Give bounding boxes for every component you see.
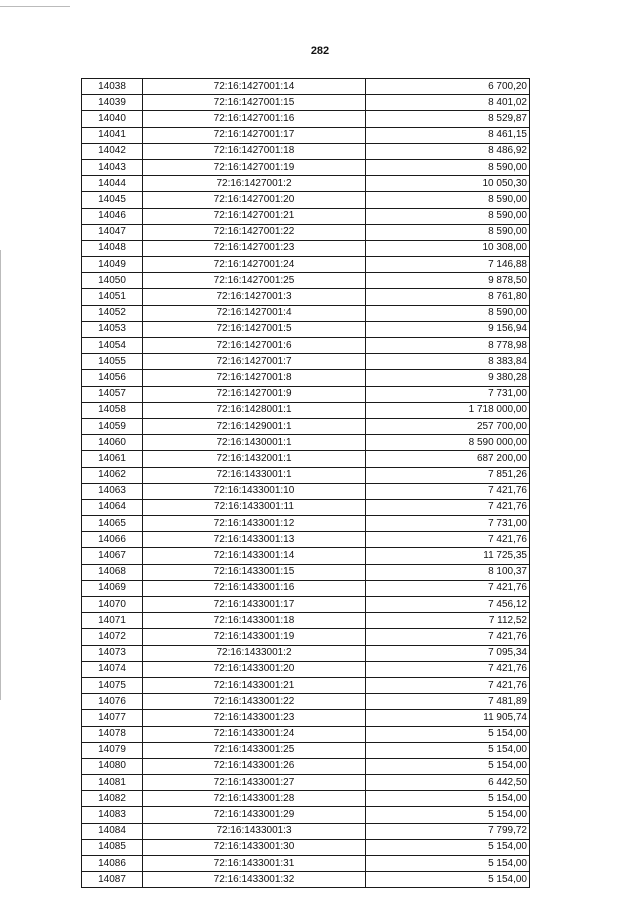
- row-number-cell: 14061: [82, 451, 143, 467]
- row-number-cell: 14039: [82, 95, 143, 111]
- cadastral-value-cell: 9 878,50: [366, 273, 530, 289]
- cadastral-value-cell: 8 100,37: [366, 564, 530, 580]
- table-row: [82, 79, 530, 95]
- cadastral-value-cell: 8 761,80: [366, 289, 530, 305]
- table-row: [82, 208, 530, 224]
- table-row: [82, 418, 530, 434]
- cadastral-value-cell: 8 590,00: [366, 192, 530, 208]
- table-row: [82, 435, 530, 451]
- cadastral-value-cell: 11 725,35: [366, 548, 530, 564]
- row-number-cell: 14058: [82, 402, 143, 418]
- table-row: [82, 224, 530, 240]
- cadastral-value-cell: 8 590 000,00: [366, 435, 530, 451]
- table-row: [82, 338, 530, 354]
- table-row: [82, 710, 530, 726]
- cadastral-value-cell: 7 421,76: [366, 532, 530, 548]
- row-number-cell: 14064: [82, 499, 143, 515]
- table-row: [82, 775, 530, 791]
- table-row: [82, 629, 530, 645]
- row-number-cell: 14052: [82, 305, 143, 321]
- row-number-cell: 14048: [82, 240, 143, 256]
- row-number-cell: 14044: [82, 176, 143, 192]
- table-row: [82, 872, 530, 888]
- row-number-cell: 14043: [82, 159, 143, 175]
- row-number-cell: 14038: [82, 79, 143, 95]
- row-number-cell: 14084: [82, 823, 143, 839]
- cadastral-number-cell: 72:16:1433001:3: [143, 823, 366, 839]
- cadastral-value-cell: 8 401,02: [366, 95, 530, 111]
- cadastral-number-cell: 72:16:1427001:25: [143, 273, 366, 289]
- table-row: [82, 386, 530, 402]
- table-row: [82, 548, 530, 564]
- row-number-cell: 14079: [82, 742, 143, 758]
- row-number-cell: 14057: [82, 386, 143, 402]
- cadastral-number-cell: 72:16:1427001:14: [143, 79, 366, 95]
- cadastral-value-cell: 7 421,76: [366, 499, 530, 515]
- cadastral-value-cell: 8 590,00: [366, 224, 530, 240]
- table-row: [82, 257, 530, 273]
- row-number-cell: 14067: [82, 548, 143, 564]
- cadastral-value-cell: 10 050,30: [366, 176, 530, 192]
- row-number-cell: 14054: [82, 338, 143, 354]
- cadastral-number-cell: 72:16:1427001:18: [143, 143, 366, 159]
- row-number-cell: 14070: [82, 597, 143, 613]
- cadastral-number-cell: 72:16:1427001:17: [143, 127, 366, 143]
- row-number-cell: 14065: [82, 516, 143, 532]
- cadastral-value-cell: 7 421,76: [366, 483, 530, 499]
- cadastral-value-cell: 7 421,76: [366, 677, 530, 693]
- row-number-cell: 14086: [82, 856, 143, 872]
- cadastral-value-cell: 7 851,26: [366, 467, 530, 483]
- cadastral-value-cell: 7 146,88: [366, 257, 530, 273]
- table-row: [82, 856, 530, 872]
- row-number-cell: 14082: [82, 791, 143, 807]
- row-number-cell: 14051: [82, 289, 143, 305]
- cadastral-value-cell: 7 731,00: [366, 516, 530, 532]
- table-row: [82, 677, 530, 693]
- cadastral-number-cell: 72:16:1427001:19: [143, 159, 366, 175]
- cadastral-number-cell: 72:16:1433001:12: [143, 516, 366, 532]
- row-number-cell: 14049: [82, 257, 143, 273]
- cadastral-number-cell: 72:16:1433001:24: [143, 726, 366, 742]
- cadastral-number-cell: 72:16:1429001:1: [143, 418, 366, 434]
- cadastral-number-cell: 72:16:1433001:26: [143, 758, 366, 774]
- scan-edge-left: [0, 250, 1, 700]
- row-number-cell: 14045: [82, 192, 143, 208]
- scan-edge-top: [0, 6, 70, 7]
- row-number-cell: 14060: [82, 435, 143, 451]
- cadastral-number-cell: 72:16:1433001:14: [143, 548, 366, 564]
- cadastral-value-cell: 687 200,00: [366, 451, 530, 467]
- cadastral-number-cell: 72:16:1430001:1: [143, 435, 366, 451]
- cadastral-number-cell: 72:16:1428001:1: [143, 402, 366, 418]
- table-row: [82, 467, 530, 483]
- cadastral-number-cell: 72:16:1433001:29: [143, 807, 366, 823]
- cadastral-number-cell: 72:16:1427001:23: [143, 240, 366, 256]
- cadastral-number-cell: 72:16:1433001:2: [143, 645, 366, 661]
- cadastral-number-cell: 72:16:1427001:15: [143, 95, 366, 111]
- cadastral-number-cell: 72:16:1432001:1: [143, 451, 366, 467]
- cadastral-value-cell: 5 154,00: [366, 791, 530, 807]
- cadastral-value-cell: 5 154,00: [366, 872, 530, 888]
- cadastral-value-cell: 5 154,00: [366, 856, 530, 872]
- cadastral-value-cell: 9 380,28: [366, 370, 530, 386]
- table-row: [82, 597, 530, 613]
- cadastral-number-cell: 72:16:1433001:20: [143, 661, 366, 677]
- row-number-cell: 14050: [82, 273, 143, 289]
- cadastral-number-cell: 72:16:1433001:18: [143, 613, 366, 629]
- table-row: [82, 613, 530, 629]
- table-row: [82, 159, 530, 175]
- table-row: [82, 143, 530, 159]
- row-number-cell: 14041: [82, 127, 143, 143]
- table-row: [82, 499, 530, 515]
- cadastral-value-table: [81, 78, 530, 888]
- cadastral-value-cell: 6 442,50: [366, 775, 530, 791]
- row-number-cell: 14075: [82, 677, 143, 693]
- row-number-cell: 14077: [82, 710, 143, 726]
- table-row: [82, 95, 530, 111]
- table-row: [82, 742, 530, 758]
- cadastral-number-cell: 72:16:1427001:22: [143, 224, 366, 240]
- table-row: [82, 839, 530, 855]
- cadastral-value-cell: 8 486,92: [366, 143, 530, 159]
- row-number-cell: 14063: [82, 483, 143, 499]
- cadastral-number-cell: 72:16:1433001:23: [143, 710, 366, 726]
- cadastral-number-cell: 72:16:1427001:4: [143, 305, 366, 321]
- cadastral-value-cell: 7 421,76: [366, 661, 530, 677]
- row-number-cell: 14085: [82, 839, 143, 855]
- cadastral-value-cell: 5 154,00: [366, 742, 530, 758]
- cadastral-number-cell: 72:16:1433001:30: [143, 839, 366, 855]
- cadastral-number-cell: 72:16:1433001:17: [143, 597, 366, 613]
- cadastral-number-cell: 72:16:1433001:31: [143, 856, 366, 872]
- table-row: [82, 321, 530, 337]
- cadastral-number-cell: 72:16:1433001:27: [143, 775, 366, 791]
- table-row: [82, 694, 530, 710]
- cadastral-number-cell: 72:16:1433001:13: [143, 532, 366, 548]
- row-number-cell: 14062: [82, 467, 143, 483]
- cadastral-value-cell: 5 154,00: [366, 807, 530, 823]
- row-number-cell: 14073: [82, 645, 143, 661]
- row-number-cell: 14059: [82, 418, 143, 434]
- cadastral-value-cell: 5 154,00: [366, 726, 530, 742]
- page-number: 282: [310, 45, 330, 57]
- cadastral-number-cell: 72:16:1427001:2: [143, 176, 366, 192]
- cadastral-value-cell: 5 154,00: [366, 758, 530, 774]
- cadastral-number-cell: 72:16:1433001:28: [143, 791, 366, 807]
- cadastral-number-cell: 72:16:1433001:15: [143, 564, 366, 580]
- cadastral-value-cell: 5 154,00: [366, 839, 530, 855]
- row-number-cell: 14087: [82, 872, 143, 888]
- table-body: [82, 79, 530, 888]
- row-number-cell: 14040: [82, 111, 143, 127]
- cadastral-number-cell: 72:16:1427001:21: [143, 208, 366, 224]
- table-row: [82, 823, 530, 839]
- cadastral-value-cell: 1 718 000,00: [366, 402, 530, 418]
- cadastral-number-cell: 72:16:1427001:6: [143, 338, 366, 354]
- row-number-cell: 14055: [82, 354, 143, 370]
- table-row: [82, 661, 530, 677]
- cadastral-value-cell: 7 481,89: [366, 694, 530, 710]
- table-row: [82, 305, 530, 321]
- row-number-cell: 14080: [82, 758, 143, 774]
- cadastral-value-cell: 8 461,15: [366, 127, 530, 143]
- cadastral-number-cell: 72:16:1433001:1: [143, 467, 366, 483]
- row-number-cell: 14083: [82, 807, 143, 823]
- cadastral-value-cell: 7 095,34: [366, 645, 530, 661]
- row-number-cell: 14056: [82, 370, 143, 386]
- cadastral-value-cell: 8 529,87: [366, 111, 530, 127]
- row-number-cell: 14081: [82, 775, 143, 791]
- cadastral-number-cell: 72:16:1433001:19: [143, 629, 366, 645]
- cadastral-value-cell: 11 905,74: [366, 710, 530, 726]
- cadastral-number-cell: 72:16:1433001:10: [143, 483, 366, 499]
- cadastral-number-cell: 72:16:1433001:21: [143, 677, 366, 693]
- row-number-cell: 14066: [82, 532, 143, 548]
- table-row: [82, 176, 530, 192]
- cadastral-value-cell: 7 421,76: [366, 629, 530, 645]
- cadastral-value-cell: 8 590,00: [366, 208, 530, 224]
- table-row: [82, 354, 530, 370]
- table-row: [82, 791, 530, 807]
- cadastral-value-cell: 257 700,00: [366, 418, 530, 434]
- table-row: [82, 532, 530, 548]
- cadastral-value-cell: 7 112,52: [366, 613, 530, 629]
- cadastral-value-cell: 8 383,84: [366, 354, 530, 370]
- row-number-cell: 14047: [82, 224, 143, 240]
- row-number-cell: 14068: [82, 564, 143, 580]
- cadastral-value-cell: 7 421,76: [366, 580, 530, 596]
- row-number-cell: 14076: [82, 694, 143, 710]
- row-number-cell: 14069: [82, 580, 143, 596]
- table-row: [82, 564, 530, 580]
- cadastral-value-cell: 10 308,00: [366, 240, 530, 256]
- cadastral-number-cell: 72:16:1427001:7: [143, 354, 366, 370]
- cadastral-value-cell: 7 731,00: [366, 386, 530, 402]
- cadastral-value-cell: 7 799,72: [366, 823, 530, 839]
- row-number-cell: 14078: [82, 726, 143, 742]
- row-number-cell: 14042: [82, 143, 143, 159]
- cadastral-number-cell: 72:16:1433001:32: [143, 872, 366, 888]
- table-row: [82, 273, 530, 289]
- row-number-cell: 14053: [82, 321, 143, 337]
- cadastral-number-cell: 72:16:1427001:16: [143, 111, 366, 127]
- cadastral-value-cell: 8 590,00: [366, 305, 530, 321]
- table-row: [82, 127, 530, 143]
- cadastral-value-cell: 6 700,20: [366, 79, 530, 95]
- table-row: [82, 402, 530, 418]
- cadastral-number-cell: 72:16:1433001:22: [143, 694, 366, 710]
- table-row: [82, 451, 530, 467]
- table-row: [82, 516, 530, 532]
- table-row: [82, 580, 530, 596]
- table-row: [82, 807, 530, 823]
- table-row: [82, 111, 530, 127]
- table-row: [82, 192, 530, 208]
- cadastral-number-cell: 72:16:1427001:5: [143, 321, 366, 337]
- cadastral-number-cell: 72:16:1427001:8: [143, 370, 366, 386]
- table-row: [82, 370, 530, 386]
- cadastral-value-cell: 8 590,00: [366, 159, 530, 175]
- row-number-cell: 14046: [82, 208, 143, 224]
- cadastral-value-cell: 7 456,12: [366, 597, 530, 613]
- cadastral-value-cell: 9 156,94: [366, 321, 530, 337]
- row-number-cell: 14072: [82, 629, 143, 645]
- cadastral-value-cell: 8 778,98: [366, 338, 530, 354]
- table-row: [82, 240, 530, 256]
- cadastral-number-cell: 72:16:1427001:20: [143, 192, 366, 208]
- cadastral-number-cell: 72:16:1427001:24: [143, 257, 366, 273]
- cadastral-number-cell: 72:16:1427001:9: [143, 386, 366, 402]
- cadastral-number-cell: 72:16:1433001:25: [143, 742, 366, 758]
- table-row: [82, 645, 530, 661]
- table-row: [82, 726, 530, 742]
- table-row: [82, 483, 530, 499]
- table-row: [82, 758, 530, 774]
- cadastral-number-cell: 72:16:1433001:11: [143, 499, 366, 515]
- row-number-cell: 14074: [82, 661, 143, 677]
- table-row: [82, 289, 530, 305]
- cadastral-number-cell: 72:16:1433001:16: [143, 580, 366, 596]
- row-number-cell: 14071: [82, 613, 143, 629]
- cadastral-number-cell: 72:16:1427001:3: [143, 289, 366, 305]
